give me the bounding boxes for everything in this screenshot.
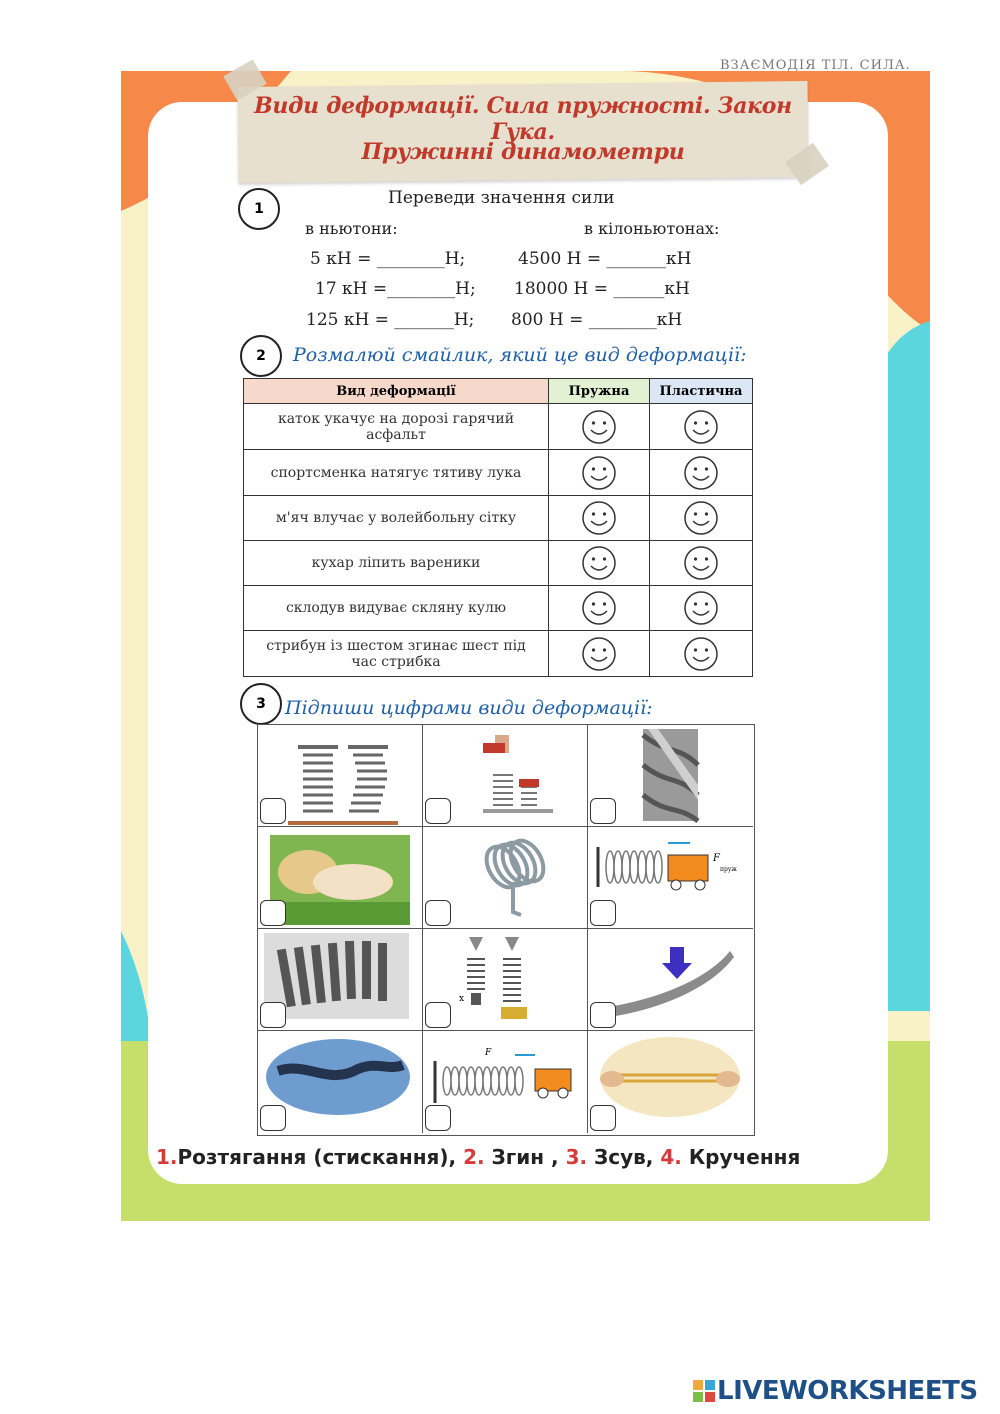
task-1-right-row[interactable]: 800 Н = ________кН (511, 310, 683, 330)
task-3-title: Підпиши цифрами види деформації: (285, 697, 653, 719)
deformation-image-grid (257, 724, 755, 1136)
image-cell-spring-cart (588, 827, 753, 929)
smiley-icon[interactable] (683, 636, 719, 672)
task-1-left-row[interactable]: 17 кН =________Н; (315, 279, 476, 299)
smiley-icon[interactable] (581, 545, 617, 581)
answer-box[interactable] (590, 798, 616, 824)
row-text: спортсменка натягує тятиву лука (244, 450, 549, 496)
smiley-plastic[interactable] (650, 586, 753, 631)
page-subtitle: Пружинні динамометри (361, 139, 685, 165)
smiley-elastic[interactable] (549, 541, 650, 586)
smiley-elastic[interactable] (549, 404, 650, 450)
page-header: ВЗАЄМОДІЯ ТІЛ. СИЛА. (720, 58, 911, 73)
smiley-plastic[interactable] (650, 631, 753, 677)
row-text: каток укачує на дорозі гарячий асфальт (244, 404, 549, 450)
smiley-icon[interactable] (581, 636, 617, 672)
image-cell-spring-hand (423, 725, 588, 827)
task-1-left-heading: в ньютони: (305, 219, 398, 238)
smiley-plastic[interactable] (650, 404, 753, 450)
image-cell-twisted-bar (588, 725, 753, 827)
force-subscript: пруж (720, 866, 737, 873)
row-text: м'яч влучає у волейбольну сітку (244, 496, 549, 541)
answer-box[interactable] (260, 798, 286, 824)
header-type: Вид деформації (244, 379, 549, 404)
liveworksheets-logo: LIVEWORKSHEETS (693, 1376, 978, 1406)
answer-box[interactable] (260, 900, 286, 926)
table-header-row (244, 379, 753, 404)
answer-legend: 1.Розтягання (стискання), 2. Згин , 3. Зсув, 4. Кручення (156, 1145, 801, 1169)
smiley-icon[interactable] (683, 590, 719, 626)
smiley-plastic[interactable] (650, 496, 753, 541)
smiley-elastic[interactable] (549, 496, 650, 541)
header-plastic: Пластична (650, 379, 753, 404)
smiley-plastic[interactable] (650, 450, 753, 496)
smiley-elastic[interactable] (549, 586, 650, 631)
force-label-2: F (485, 1048, 492, 1058)
answer-box[interactable] (590, 1105, 616, 1131)
table-row (244, 586, 753, 631)
smiley-elastic[interactable] (549, 631, 650, 677)
table-row (244, 496, 753, 541)
smiley-icon[interactable] (581, 590, 617, 626)
task-1-number: 1 (238, 188, 280, 230)
smiley-icon[interactable] (683, 500, 719, 536)
task-2-title: Розмалюй смайлик, який це вид деформації: (293, 344, 747, 366)
answer-box[interactable] (260, 1002, 286, 1028)
task-1-left-row[interactable]: 125 кН = _______Н; (306, 310, 475, 330)
image-cell-compressed-springs (258, 725, 423, 827)
smiley-icon[interactable] (581, 500, 617, 536)
image-cell-spring-cart-2 (423, 1031, 588, 1133)
answer-box[interactable] (425, 900, 451, 926)
page-title: Види деформації. Сила пружності. Закон Гука. (254, 93, 792, 145)
image-cell-girl-on-grass (258, 827, 423, 929)
task-1-title: Переведи значення сили (388, 188, 615, 208)
answer-box[interactable] (425, 1002, 451, 1028)
task-3-number: 3 (240, 683, 282, 725)
deformation-table (243, 378, 753, 677)
smiley-plastic[interactable] (650, 541, 753, 586)
force-label: F (713, 853, 720, 864)
answer-box[interactable] (425, 798, 451, 824)
image-cell-coil-spring (423, 827, 588, 929)
smiley-icon[interactable] (581, 455, 617, 491)
smiley-icon[interactable] (581, 409, 617, 445)
image-cell-foam-block (258, 929, 423, 1031)
smiley-icon[interactable] (683, 545, 719, 581)
task-1-left-row[interactable]: 5 кН = ________Н; (310, 249, 466, 269)
table-row (244, 450, 753, 496)
smiley-icon[interactable] (683, 455, 719, 491)
image-cell-bent-beam (588, 929, 753, 1031)
smiley-icon[interactable] (683, 409, 719, 445)
answer-box[interactable] (425, 1105, 451, 1131)
header-elastic: Пружна (549, 379, 650, 404)
table-row (244, 404, 753, 450)
answer-box[interactable] (590, 900, 616, 926)
task-1-right-heading: в кілоньютонах: (584, 219, 720, 238)
task-2-number: 2 (240, 335, 282, 377)
x-label: x (459, 994, 465, 1004)
answer-box[interactable] (260, 1105, 286, 1131)
image-cell-rubber-band (588, 1031, 753, 1133)
table-row (244, 541, 753, 586)
image-cell-wringing-cloth (258, 1031, 423, 1133)
table-row (244, 631, 753, 677)
answer-box[interactable] (590, 1002, 616, 1028)
smiley-elastic[interactable] (549, 450, 650, 496)
row-text: склодув видуває скляну кулю (244, 586, 549, 631)
task-1-right-row[interactable]: 4500 Н = _______кН (518, 249, 692, 269)
row-text: кухар ліпить вареники (244, 541, 549, 586)
image-cell-hanging-springs (423, 929, 588, 1031)
task-1-right-row[interactable]: 18000 Н = ______кН (514, 279, 690, 299)
liveworksheets-icon (693, 1380, 715, 1402)
row-text: стрибун із шестом згинає шест під час стрибка (244, 631, 549, 677)
